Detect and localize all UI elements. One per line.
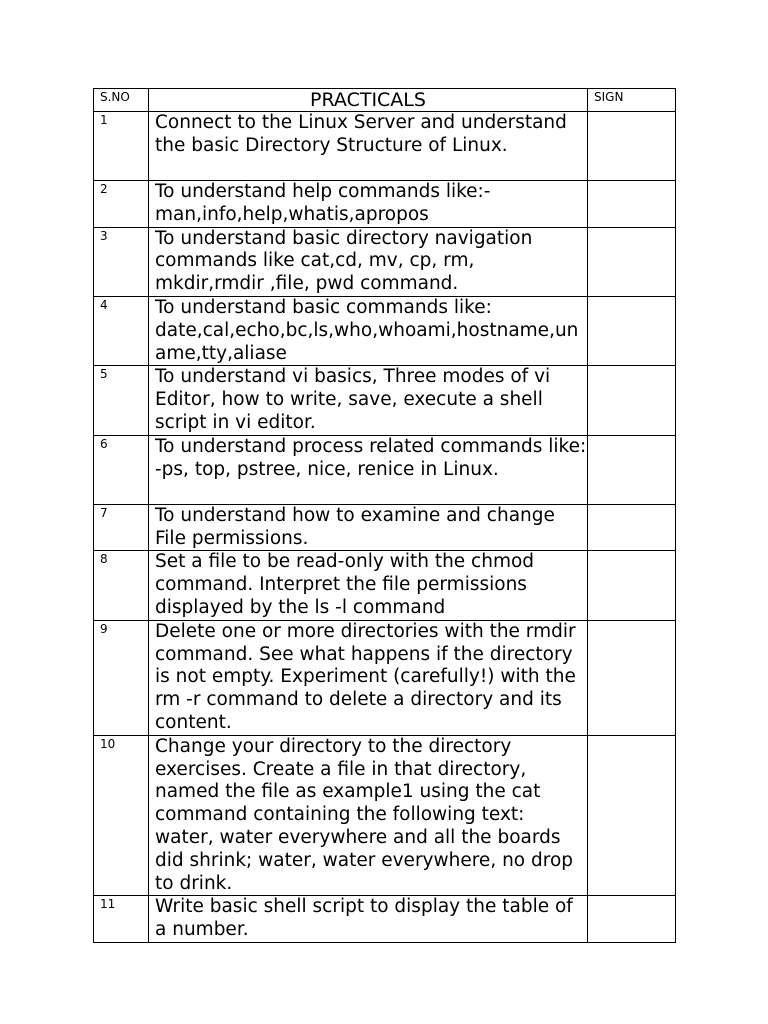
sign-cell	[588, 735, 676, 896]
row-number: 8	[100, 552, 108, 567]
table-row	[94, 296, 676, 365]
sno-cell	[94, 504, 149, 551]
sign-cell	[588, 227, 676, 296]
practical-text: Change your directory to the directory exercises. Create a file in that directory, named the file as example1 using the cat command containing the following text: water, water everywhere and all the boards did shrink; water, water everywhere, no drop to drink.	[155, 735, 574, 894]
practical-cell	[149, 735, 588, 896]
practical-text: To understand process related commands like: -ps, top, pstree, nice, renice in Linux.	[155, 435, 587, 480]
sign-cell	[588, 112, 676, 181]
sign-cell	[588, 551, 676, 620]
header-row	[94, 89, 676, 112]
table-row	[94, 112, 676, 181]
table-row	[94, 435, 676, 504]
sno-cell	[94, 181, 149, 228]
table-row	[94, 551, 676, 620]
practical-text: To understand help commands like:- man,info,help,whatis,apropos	[155, 181, 491, 225]
practical-text: To understand basic commands like: date,cal,echo,bc,ls,who,whoami,hostname,uname,tty,aliase	[155, 296, 579, 364]
sno-cell	[94, 227, 149, 296]
sign-cell	[588, 896, 676, 943]
sign-cell	[588, 181, 676, 228]
row-number: 4	[100, 297, 108, 312]
sno-cell	[94, 896, 149, 943]
practical-text: Connect to the Linux Server and understand the basic Directory Structure of Linux.	[155, 112, 567, 156]
practical-cell	[149, 366, 588, 435]
row-number: 1	[100, 113, 108, 127]
header-sign: SIGN	[594, 90, 624, 104]
row-number: 7	[100, 505, 108, 520]
sno-cell	[94, 620, 149, 735]
sign-cell	[588, 366, 676, 435]
practical-cell	[149, 435, 588, 504]
row-number: 6	[100, 436, 108, 451]
practical-cell	[149, 551, 588, 620]
table-row	[94, 227, 676, 296]
sno-cell	[94, 435, 149, 504]
row-number: 11	[100, 897, 116, 912]
sign-cell	[588, 435, 676, 504]
practical-text: Set a file to be read-only with the chmod command. Interpret the file permissions displayed by the ls -l command	[155, 551, 535, 618]
header-practicals: PRACTICALS	[310, 89, 426, 111]
table-row	[94, 366, 676, 435]
table-row	[94, 504, 676, 551]
table-row	[94, 620, 676, 735]
sno-cell	[94, 551, 149, 620]
table-row	[94, 181, 676, 228]
row-number: 3	[100, 228, 108, 243]
header-sign-cell	[588, 89, 676, 112]
sno-cell	[94, 112, 149, 181]
row-number: 9	[100, 621, 108, 636]
practical-cell	[149, 227, 588, 296]
row-number: 10	[100, 736, 116, 751]
practical-text: To understand how to examine and change File permissions.	[155, 504, 555, 549]
sign-cell	[588, 296, 676, 365]
header-sno: S.NO	[100, 90, 130, 104]
practical-cell	[149, 620, 588, 735]
table-row	[94, 896, 676, 943]
sign-cell	[588, 504, 676, 551]
sno-cell	[94, 296, 149, 365]
practical-cell	[149, 504, 588, 551]
practicals-table	[93, 88, 676, 943]
practical-cell	[149, 112, 588, 181]
sign-cell	[588, 620, 676, 735]
header-practicals-cell	[149, 89, 588, 112]
practical-cell	[149, 181, 588, 228]
header-sno-cell	[94, 89, 149, 112]
row-number: 2	[100, 182, 108, 196]
sno-cell	[94, 735, 149, 896]
practical-cell	[149, 896, 588, 943]
practical-cell	[149, 296, 588, 365]
table-row	[94, 735, 676, 896]
practical-text: Write basic shell script to display the table of a number.	[155, 896, 573, 941]
row-number: 5	[100, 367, 108, 382]
practical-text: To understand basic directory navigation commands like cat,cd, mv, cp, rm, mkdir,rmdir ,file, pwd command.	[155, 227, 533, 295]
practical-text: To understand vi basics, Three modes of vi Editor, how to write, save, execute a shell script in vi editor.	[155, 366, 551, 433]
sno-cell	[94, 366, 149, 435]
practical-text: Delete one or more directories with the rmdir command. See what happens if the directory is not empty. Experiment (carefully!) with the rm -r command to delete a directory and its content.	[155, 620, 576, 733]
